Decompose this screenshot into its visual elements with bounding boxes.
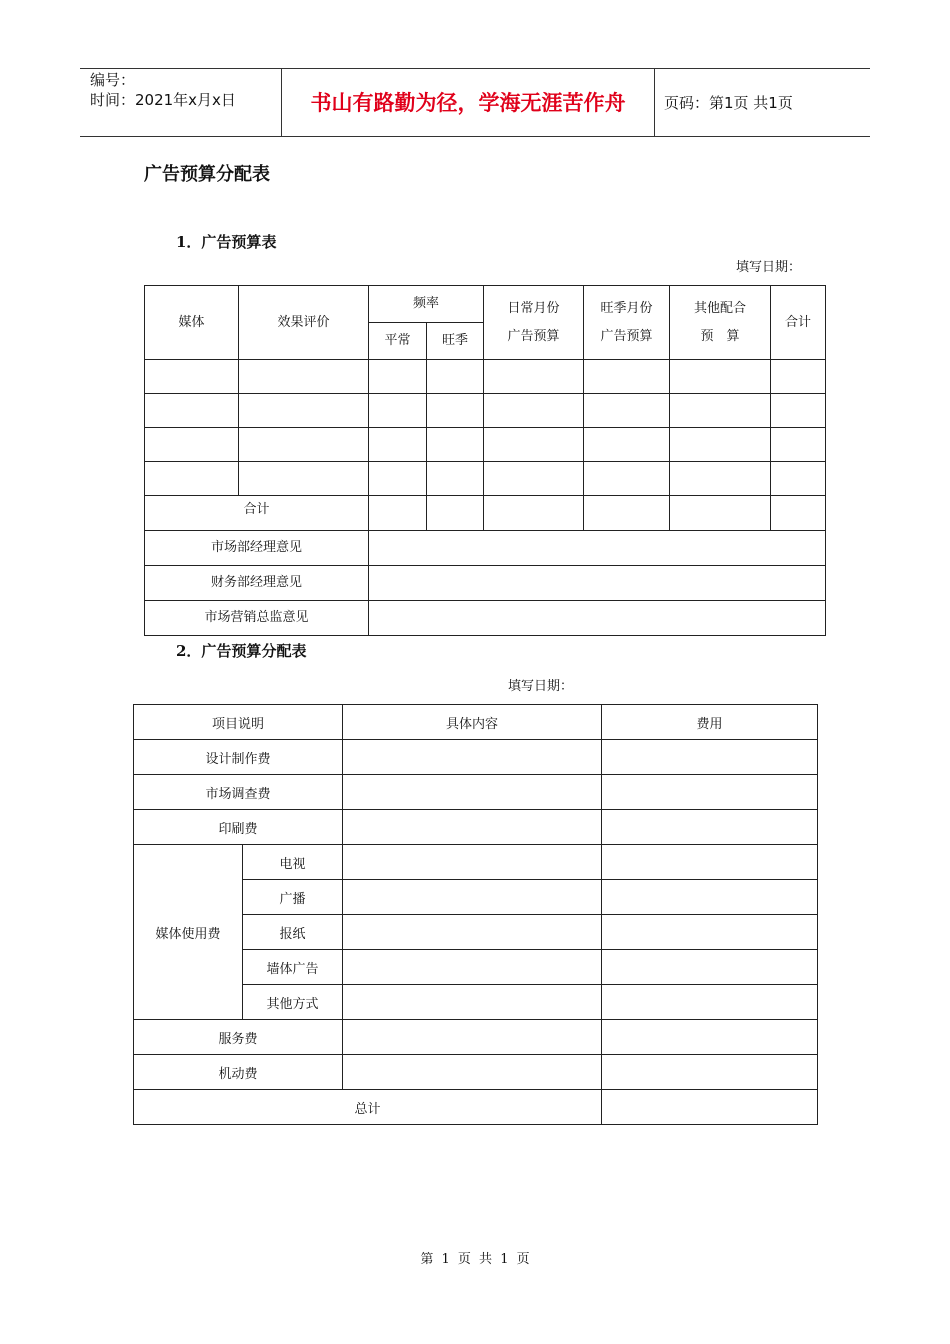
table-cell[interactable] [343, 845, 602, 880]
header-bottom-rule [80, 136, 870, 137]
table-cell[interactable] [602, 915, 818, 950]
table-cell[interactable] [602, 1020, 818, 1055]
table-cell[interactable] [670, 462, 771, 496]
table-cell[interactable] [670, 360, 771, 394]
table-row [134, 775, 818, 810]
header-item: 项目说明 [134, 705, 343, 740]
table-cell[interactable] [239, 428, 369, 462]
header-content: 具体内容 [343, 705, 602, 740]
row-label-service: 服务费 [134, 1020, 343, 1055]
table-cell[interactable] [427, 428, 484, 462]
media-item-other: 其他方式 [243, 985, 343, 1020]
finance-manager-opinion-field[interactable] [369, 566, 826, 601]
media-item-radio: 广播 [243, 880, 343, 915]
table-cell[interactable] [670, 394, 771, 428]
table-cell[interactable] [771, 496, 826, 531]
header-divider [654, 68, 655, 136]
table-cell[interactable] [427, 496, 484, 531]
header-evaluation: 效果评价 [239, 286, 369, 360]
table-cell[interactable] [584, 394, 670, 428]
table-cell[interactable] [484, 496, 584, 531]
header-media: 媒体 [145, 286, 239, 360]
table-cell[interactable] [602, 880, 818, 915]
table-cell[interactable] [771, 394, 826, 428]
table-row [145, 462, 826, 496]
media-item-newspaper: 报纸 [243, 915, 343, 950]
header-cost: 费用 [602, 705, 818, 740]
finance-manager-opinion-label: 财务部经理意见 [145, 566, 369, 601]
table-cell[interactable] [602, 775, 818, 810]
table-row [145, 428, 826, 462]
table-row [134, 845, 818, 880]
table-cell[interactable] [145, 428, 239, 462]
budget-table [144, 285, 826, 636]
section1-fill-date: 填写日期： [736, 260, 802, 275]
page-title: 广告预算分配表 [144, 164, 270, 185]
grand-total-label: 总计 [134, 1090, 602, 1125]
table-cell[interactable] [584, 360, 670, 394]
table-cell[interactable] [670, 496, 771, 531]
page-footer: 第 1 页 共 1 页 [420, 1252, 530, 1267]
table-cell[interactable] [343, 1020, 602, 1055]
total-row-label: 合计 [145, 496, 369, 531]
table-cell[interactable] [484, 394, 584, 428]
table-cell[interactable] [145, 462, 239, 496]
header-peak-month-budget [584, 286, 670, 360]
table-row [145, 360, 826, 394]
serial-label: 编号： [90, 71, 136, 89]
table-cell[interactable] [369, 394, 427, 428]
table-cell[interactable] [145, 360, 239, 394]
media-item-wall-ads: 墙体广告 [243, 950, 343, 985]
table-row [134, 1055, 818, 1090]
table-cell[interactable] [343, 950, 602, 985]
header-normal: 平常 [369, 323, 427, 360]
table-cell[interactable] [771, 462, 826, 496]
opinion-row [145, 566, 826, 601]
table-cell[interactable] [670, 428, 771, 462]
table-cell[interactable] [427, 462, 484, 496]
header-total: 合计 [771, 286, 826, 360]
table-cell[interactable] [239, 462, 369, 496]
marketing-director-opinion-label: 市场营销总监意见 [145, 601, 369, 636]
table-cell[interactable] [427, 394, 484, 428]
table-cell[interactable] [369, 496, 427, 531]
table-row [134, 1020, 818, 1055]
table-cell[interactable] [239, 360, 369, 394]
marketing-director-opinion-field[interactable] [369, 601, 826, 636]
header-other-line1: 其他配合 [694, 300, 747, 316]
section2-fill-date: 填写日期： [508, 679, 574, 694]
header-motto: 书山有路勤为径，学海无涯苦作舟 [310, 91, 626, 115]
table-cell[interactable] [602, 845, 818, 880]
table-cell[interactable] [369, 360, 427, 394]
grand-total-value[interactable] [602, 1090, 818, 1125]
table-cell[interactable] [602, 1055, 818, 1090]
row-label-contingency: 机动费 [134, 1055, 343, 1090]
table-cell[interactable] [343, 810, 602, 845]
header-other-budget [670, 286, 771, 360]
section1-heading: 1．广告预算表 [176, 233, 277, 251]
media-group-label: 媒体使用费 [134, 845, 243, 1020]
allocation-table [133, 704, 818, 1125]
row-label-research: 市场调查费 [134, 775, 343, 810]
opinion-row [145, 601, 826, 636]
table-cell[interactable] [145, 394, 239, 428]
header-peak-month-line2: 广告预算 [600, 328, 653, 344]
grand-total-row [134, 1090, 818, 1125]
table-cell[interactable] [343, 775, 602, 810]
table-cell[interactable] [343, 880, 602, 915]
total-row [145, 496, 826, 531]
time-label: 时间：2021年x月x日 [90, 91, 236, 109]
media-item-tv: 电视 [243, 845, 343, 880]
table-cell[interactable] [602, 985, 818, 1020]
header-other-line2: 预 算 [700, 328, 740, 344]
table-cell[interactable] [343, 985, 602, 1020]
header-peak-month-line1: 旺季月份 [600, 300, 653, 316]
marketing-manager-opinion-label: 市场部经理意见 [145, 531, 369, 566]
table-cell[interactable] [771, 428, 826, 462]
table-cell[interactable] [343, 915, 602, 950]
row-label-printing: 印刷费 [134, 810, 343, 845]
table-cell[interactable] [602, 740, 818, 775]
header-frequency: 频率 [369, 286, 484, 323]
table-cell[interactable] [343, 1055, 602, 1090]
table-cell[interactable] [484, 462, 584, 496]
table-cell[interactable] [343, 740, 602, 775]
table-cell[interactable] [584, 496, 670, 531]
table-cell[interactable] [602, 950, 818, 985]
table-cell[interactable] [602, 810, 818, 845]
marketing-manager-opinion-field[interactable] [369, 531, 826, 566]
table-cell[interactable] [369, 428, 427, 462]
table-cell[interactable] [771, 360, 826, 394]
header-daily-month-budget [484, 286, 584, 360]
table-cell[interactable] [484, 360, 584, 394]
table-row [134, 810, 818, 845]
header-page-info: 页码：第1页 共1页 [664, 94, 793, 112]
row-label-design: 设计制作费 [134, 740, 343, 775]
table-cell[interactable] [584, 428, 670, 462]
table-cell[interactable] [369, 462, 427, 496]
table-cell[interactable] [484, 428, 584, 462]
opinion-row [145, 531, 826, 566]
table-row [145, 394, 826, 428]
section2-heading: 2．广告预算分配表 [176, 642, 307, 660]
header-daily-month-line2: 广告预算 [507, 328, 560, 344]
header-daily-month-line1: 日常月份 [507, 300, 560, 316]
table-cell[interactable] [239, 394, 369, 428]
table-row [134, 740, 818, 775]
header-peak: 旺季 [427, 323, 484, 360]
header-meta [90, 70, 236, 110]
table-cell[interactable] [427, 360, 484, 394]
table-cell[interactable] [584, 462, 670, 496]
